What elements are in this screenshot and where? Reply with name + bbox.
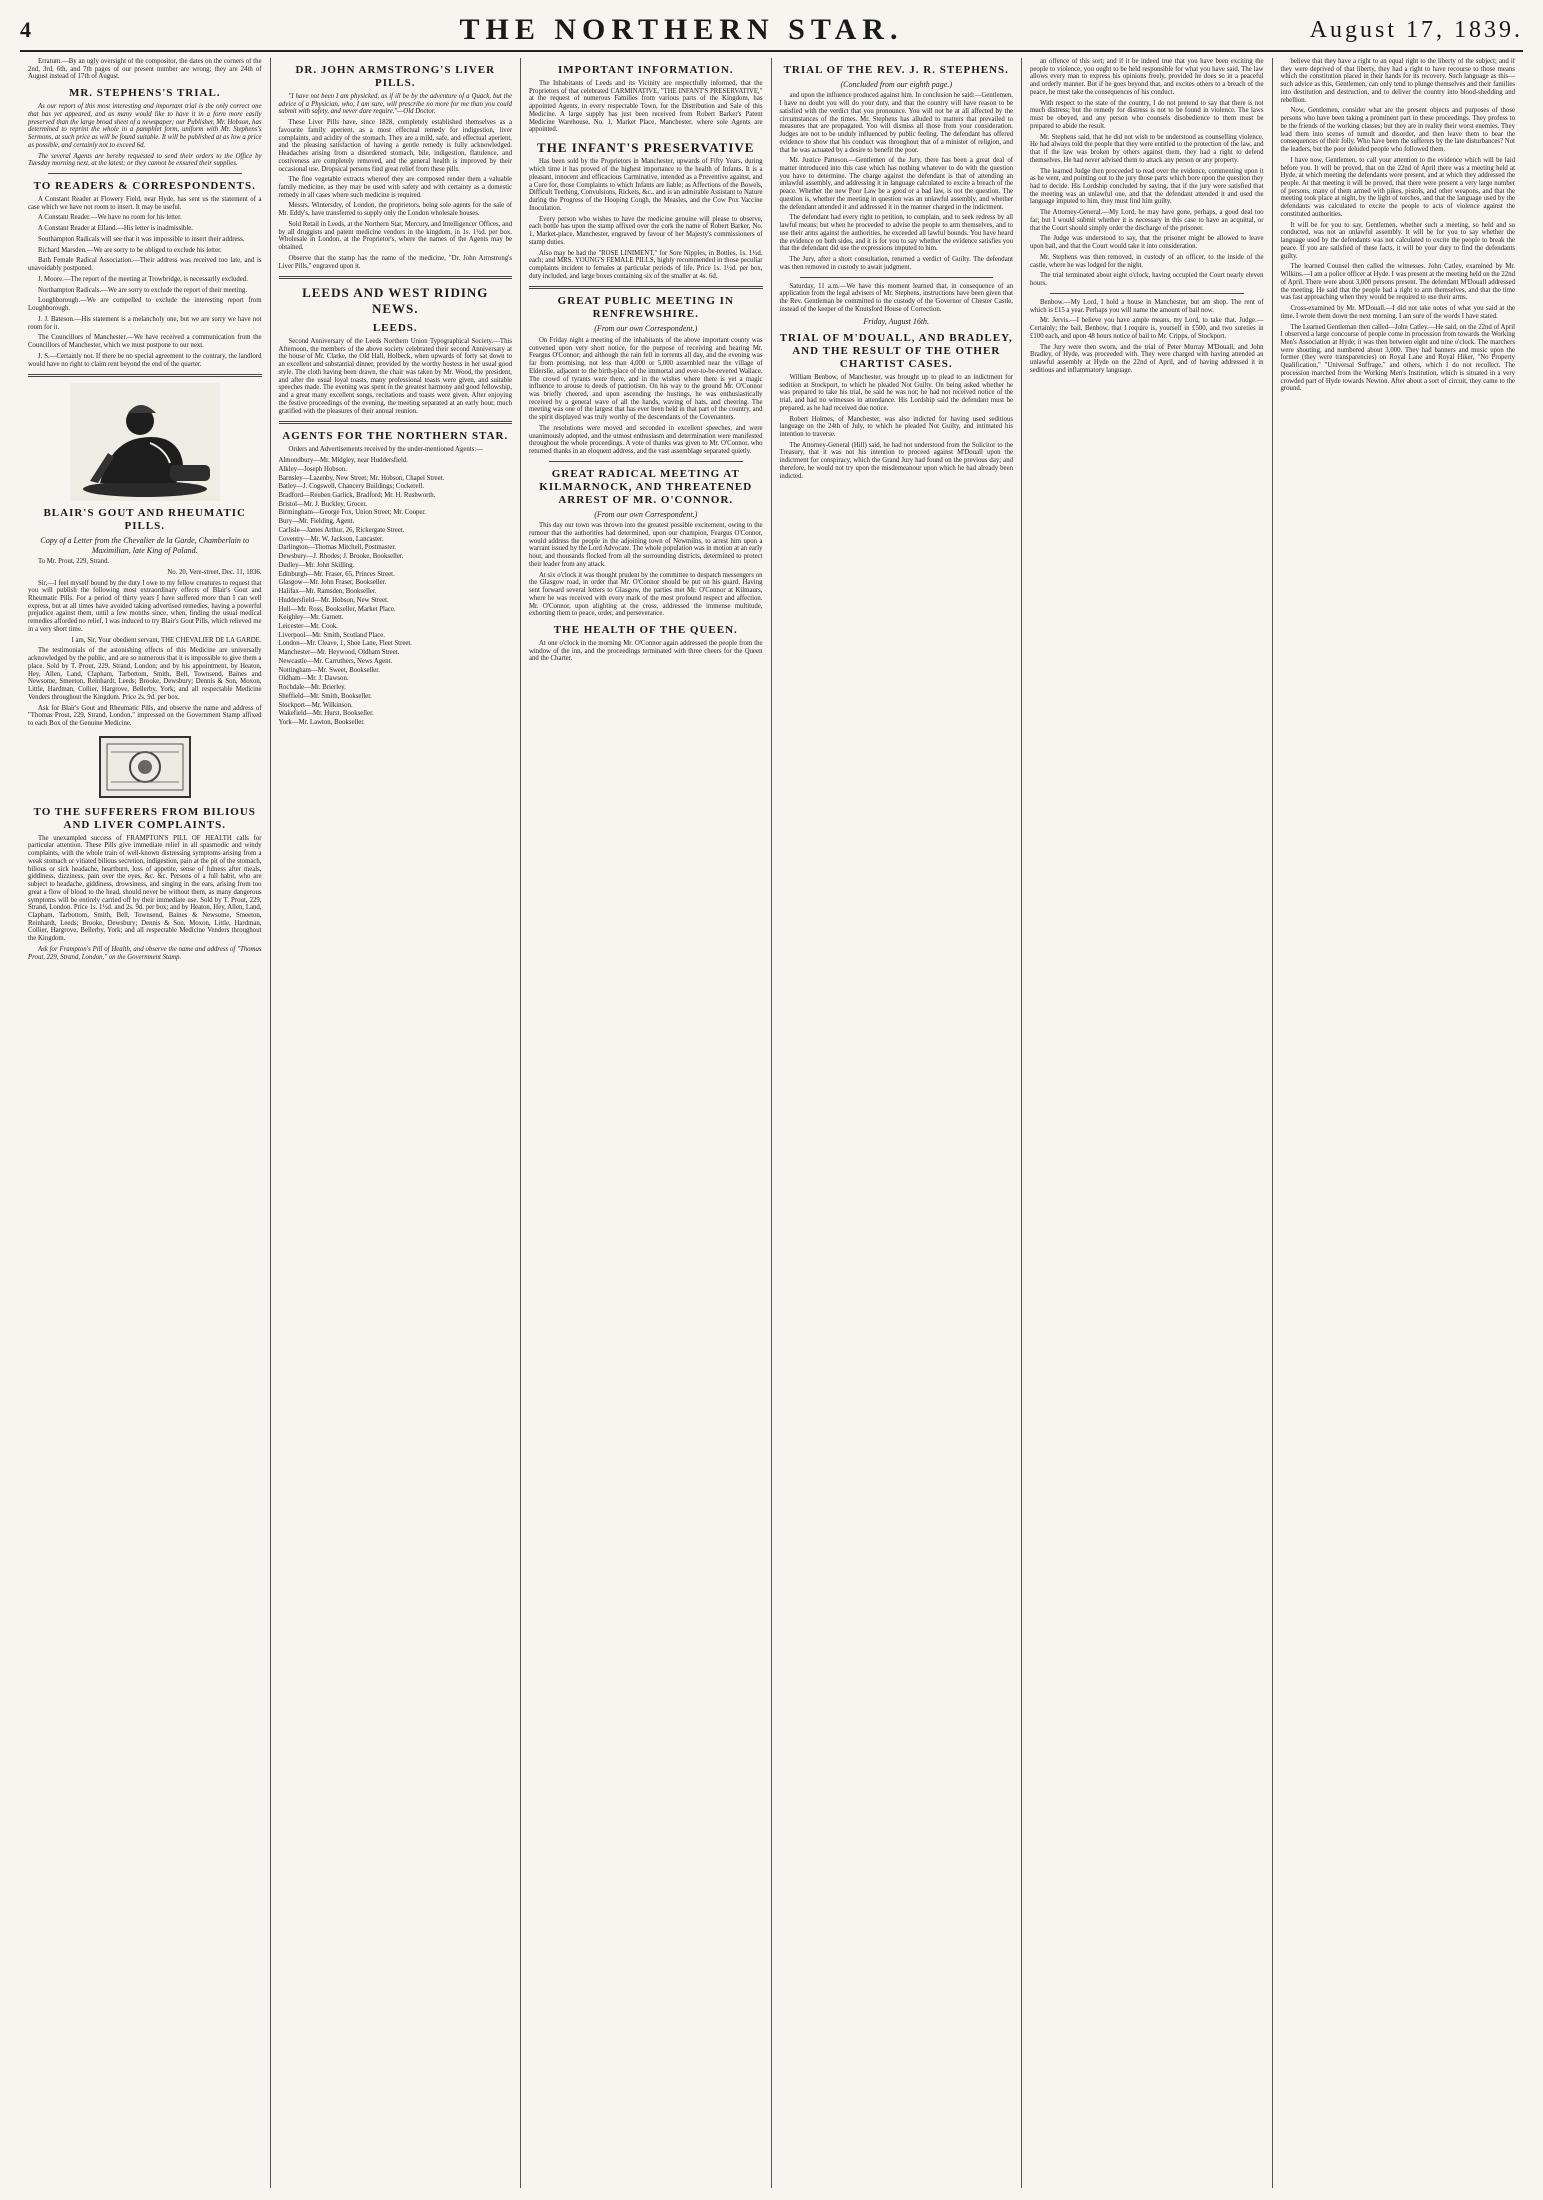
armstrong-text-3: Messrs. Wintersdry, of London, the proprietors, being sole agents for the sale of Mr. Eddy's, have transferred to supply only the London wholesale houses. — [278, 202, 512, 218]
list-item: Dewsbury—J. Rhodes; J. Brooke, Bookseller. — [278, 553, 404, 561]
list-item: Oldham—Mr. J. Dawson. — [278, 675, 349, 683]
blair-testimonials: The testimonials of the astonishing effects of this Medicine are universally acknowledged by the public, and are so numerous that it is impossible to give them a place. Sold by T. Prout, 229, Strand, London; and by his appointment, by Heaton, Hey, Allen, Land, Clapham, Tarbottom, Smith, Bell, Townsend, Baines and Newsome, Smeeton, Reinhardt, Leeds; Brooke, Dewsbury; Dennis & Son, Moxon, Little, Hardman, Collier, Hargrove, Bellerby, York; and all respectable Medicine Venders throughout the Kingdom. Price 2s. 9d. per box. — [28, 647, 262, 701]
divider — [279, 421, 513, 424]
list-item: Liverpool—Mr. Smith, Scotland Place. — [278, 631, 385, 639]
trial-judge: Mr. Justice Patteson.—Gentlemen of the Jury, there has been a great deal of matter introduced into this case which has nothing whatever to do with the question you have to determine. The charge against the defendant is that of attending an unlawful assembly, and addressing it in language calculated to excite a breach of the peace. Whether the new Poor Law be a good or a bad law, is not the question. The question is, whether the meeting in question was an unlawful assembly, and whether the defendant attended it and addressed it in the manner charged in the indictment. — [779, 157, 1013, 211]
infant-sold: Every person who wishes to have the medicine genuine will please to observe, each bottle has upon the stamp affixed over the cork the name of Robert Barker, No. 1, Market-place, Manchester, engraved by favour of her Majesty's commissioners of stamp duties. — [529, 215, 763, 246]
stephens-trial-heading: MR. STEPHENS'S TRIAL. — [68, 87, 221, 100]
list-item: Northampton Radicals.—We are sorry to exclude the report of their meeting. — [38, 286, 247, 294]
frampton-text: The unexampled success of FRAMPTON'S PILL OF HEALTH calls for particular attention. These Pills give immediate relief in all spasmodic and windy complaints, with the whole train of well-known distressing symptoms arising from a weak stomach or vitiated bilious secretion, indigestion, pain at the pit of the stomach, bilious or sick headache, heartburn, loss of appetite, sense of fulness after meals, giddiness, dizziness, pain over the eyes, &c. &c. Persons of a full habit, who are subject to headache, giddiness, drowsiness, and singing in the ears, arising from too great a flow of blood to the head, should never be without them, as many dangerous symptoms will be entirely carried off by their immediate use. Sold by T. Prout, 229, Strand, London. Price 1s. 1½d. and 2s. 9d. per box; and by Heaton, Hey, Allen, Land, Clapham, Tarbottom, Smith, Bell, Townsend, Baines & Newsome, Smeeton, Reinhardt, Leeds; Brooke, Dewsbury; Dennis & Son, Moxon, Little, Hardman, Collier, Hargrove, Bellerby, York; and all respectable Medicine Venders throughout the Kingdom. — [28, 834, 262, 943]
list-item: Bristol—Mr. J. Buckley, Grocer. — [278, 500, 367, 508]
armstrong-text: These Liver Pills have, since 1828, completely established themselves as a favourite family aperient, as a most effectual remedy for indigestion, liver complaints, and acidity of the stomach. They are a mild, safe, and effectual aperient, and the pleasing satisfaction of having a gentle remedy is fully acknowledged. Headaches arising from a disordered stomach, bile, indigestion, flatulence, and costiveness are completely removed, and the general health is improved by their occasional use. Dropsical persons find great relief from these pills. — [278, 119, 512, 173]
list-item: Newcastle—Mr. Carruthers, News Agent. — [278, 657, 393, 665]
list-item: Keighley—Mr. Garnett. — [278, 614, 344, 622]
saturday-notice: Saturday, 11 a.m.—We have this moment learned that, in consequence of an application from the legal advisers of Mr. Stephens, instructions have been given that the Rev. Gentleman be committed to the custody of the Governor of Chester Castle, instead of the keeper of the Knutsford House of Correction. — [779, 282, 1013, 313]
column-1 — [20, 58, 271, 2188]
leeds-news-heading: LEEDS AND WEST RIDING NEWS. — [302, 285, 489, 316]
columns — [20, 58, 1523, 2188]
column-6 — [1273, 58, 1524, 2188]
list-item: Manchester—Mr. Heywood, Oldham Street. — [278, 649, 400, 657]
list-item: York—Mr. Lawton, Bookseller. — [278, 719, 365, 727]
divider — [1050, 293, 1244, 294]
kilmarnock-heading: GREAT RADICAL MEETING AT KILMARNOCK, AND THREATENED ARREST OF MR. O'CONNOR. — [539, 467, 753, 506]
errata-notice: Erratum.—By an ugly oversight of the compositor, the dates on the corners of the 2nd, 3rd, 6th, and 7th pages of our present number are wrong; they are 24th of August instead of 17th of August. — [28, 58, 262, 81]
column-6-text-3: I have now, Gentlemen, to call your attention to the evidence which will be laid before you. It will be proved, that on the 22nd of April there was a meeting held at Hyde, at which meeting the defendants were present, and at which they addressed the people. At that meeting it will be proved, that there were present a very large number of persons, many of them armed with pikes, pistols, and other weapons, and that the meeting took place at night, by the light of torches, and that the language used by the defendants was calculated to excite the people to acts of violence against the constituted authorities. — [1280, 156, 1515, 218]
list-item: Barnsley—Lazenby, New Street; Mr. Hobson, Chapel Street. — [278, 474, 445, 482]
trial-text: and upon the influence produced against him. In conclusion he said:—Gentlemen, I have no doubt you will do your duty, and that the country will have reason to be satisfied with the verdict that you pronounce. You will not be at all affected by the circumstances of the times. Mr. Stephens has alluded to matters that prevailed to measures that are propagated. You will dismiss all those from your consideration. Judges are not to be unduly influenced by public feeling. The defendant has offered evidence to show that his conduct was throughout that of a minister of religion, and that he was actuated by a desire to benefit the poor. — [779, 92, 1013, 154]
friday-subtitle: Friday, August 16th. — [863, 316, 930, 326]
infant-also: Also may be had the "ROSE LINIMENT," for Sore Nipples, in Bottles, 1s. 1½d. each; and MRS. YOUNG'S FEMALE PILLS, highly recommended in those peculiar complaints incident to females at particular periods of life. Price 1s. 1½d. per box, duty included, and large boxes containing six of the smaller at 4s. 6d. — [529, 249, 763, 280]
blair-place: No. 20, Vere-street, Dec. 11, 1836. — [167, 568, 262, 576]
divider — [529, 286, 763, 289]
blair-signature: I am, Sir, Your obedient servant, THE CHEVALIER DE LA GARDE. — [71, 636, 262, 644]
kilmarnock-subtitle: (From our own Correspondent.) — [594, 509, 698, 519]
blair-letter: Sir,—I feel myself bound by the duty I owe to my fellow creatures to request that you will publish the following most extraordinary effects of Blair's Gout and Rheumatic Pills. For a period of thirty years I have suffered more than I can well express, but at all times have avoided taking advertised remedies, having a powerful prejudice against them, until a few months since, when, finding the usual medical remedies afforded no relief, I was induced to try Blair's Gout Pills, which relieved me in a very short time. — [28, 579, 262, 633]
armstrong-quote: "I have not been I am physicked, as if ill be by the adventure of a Quack, but the advice of a Physician, who, I am sure, will prescribe no more for me than you could submit with safety, and never dare require."—Old Doctor. — [278, 92, 512, 116]
list-item: Alkley—Joseph Hobson. — [278, 465, 347, 473]
list-item: Stockport—Mr. Wilkinson. — [278, 701, 353, 709]
continued-text-4: The learned Judge then proceeded to read over the evidence, commenting upon it as he went, and pointing out to the jury those parts which bore upon the question they had to decide. His Lordship concluded by saying, that if the jury were satisfied that the meeting was an unlawful one, and that the defendant attended it and used the language imputed to him, they must find him guilty. — [1030, 167, 1264, 206]
queen-text: At one o'clock in the morning Mr. O'Connor again addressed the people from the window of the inn, and the proceedings terminated with three cheers for the Queen and the Charter. — [529, 639, 763, 663]
column-6-text: believe that they have a right to an equal right to the liberty of the subject; and if they were deprived of that liberty, they had a right to have recourse to those means which the constitution placed in their hands for its recovery. Such language as this—such advice as this, Gentlemen, can only tend to plunge themselves and their families into destitution and destruction, and to deliver the country into blood-shedding and rebellion. — [1280, 58, 1515, 104]
list-item: J. J. Bateson.—His statement is a melancholy one, but we are sorry we have not room for it. — [28, 315, 262, 331]
trial-verdict: The Jury, after a short consultation, returned a verdict of Guilty. The defendant was then removed in custody to await judgment. — [779, 256, 1013, 271]
masthead — [20, 10, 1523, 52]
list-item: Loughborough.—We are compelled to exclude the interesting report from Loughborough. — [28, 297, 262, 313]
divider — [48, 173, 242, 174]
judge-text: The Judge was understood to say, that the prisoner might be allowed to leave upon bail, and that the Court would take it into consideration. — [1030, 235, 1264, 251]
list-item: Almondbury—Mr. Midgley, near Huddersfield. — [278, 457, 408, 465]
list-item: Coventry—Mr. W. Jackson, Lancaster. — [278, 535, 384, 543]
list-item: Birmingham—George Fox, Union Street; Mr. Cooper. — [278, 509, 427, 517]
close-text: The trial terminated about eight o'clock, having occupied the Court nearly eleven hours. — [1030, 272, 1264, 288]
government-stamp-icon — [97, 734, 193, 800]
divider — [549, 461, 743, 462]
trial-text-2: The defendant had every right to petition, to complain, and to seek redress by all lawful means; but when he proceeded to advise the people to arm themselves, and to use their arms against the authorities, he exceeded all lawful bounds. You have heard the evidence on both sides, and it is for you to say whether the evidence satisfies you that the defendant did use the expressions imputed to him. — [779, 214, 1013, 253]
agents-heading: AGENTS FOR THE NORTHERN STAR. — [282, 430, 509, 443]
armstrong-heading: DR. JOHN ARMSTRONG'S LIVER PILLS. — [295, 64, 496, 89]
list-item: The Councillors of Manchester.—We have received a communication from the Councillors of Manchester, which we must postpone to our next. — [28, 334, 262, 350]
frampton-heading: TO THE SUFFERERS FROM BILIOUS AND LIVER COMPLAINTS. — [33, 805, 256, 831]
list-item: Wakefield—Mr. Hurst, Bookseller. — [278, 710, 374, 718]
agents-list — [279, 457, 513, 727]
renfrew-text-2: The resolutions were moved and seconded in excellent speeches, and were unanimously adopted, and the utmost enthusiasm and determination were manifested throughout the whole proceedings. A vote of thanks was given to Mr. O'Connor, who returned thanks in an eloquent address, and the vast assemblage separated quietly. — [529, 424, 763, 456]
benbow-text-2: Mr. Jervis.—I believe you have ample means, my Lord, to take that. Judge.—Certainly; the bail, Benbow, that I require is, yourself in £500, and two sureties in £100 each, and upon 48 hours notice of bail to Mr. Cripps, of Stockport. — [1030, 317, 1264, 340]
list-item: Southampton Radicals will see that it was impossible to insert their address. — [38, 235, 245, 243]
kilmarnock-text-2: At six o'clock it was thought prudent by the committee to despatch messengers on the Glasgow road, in order that Mr. O'Connor should be put on his guard. Having sent forward several letters to Glasgow, the parties met Mr. O'Connor at Kilmaurs, where he was received with every mark of the most profound respect and affection. Mr. O'Connor, upon alighting at the cross, addressed the immense multitude, exhorting them to peace, order, and perseverance. — [529, 571, 763, 618]
column-6-text-5: The learned Counsel then called the witnesses. John Catley, examined by Mr. Wilkins.—I am a police officer at Hyde. I was present at the meeting held on the 22nd of April. There were about 3,000 persons present. The defendant M'Douall addressed the meeting. He said that the people had a right to arm themselves, and that the time was fast approaching when they would be required to use their arms. — [1280, 263, 1515, 302]
column-6-text-7: The Learned Gentleman then called—John Catley.—He said, on the 22nd of April I observed a large concourse of people come in procession from towards the Working Men's Association at Hyde; it was then between eight and nine o'clock. The marchers were shouting, and numbered about 3,000. They had banners and music upon the former (they were transparencies) on Royal Lane and Royal Hiker, "No Property Qualification," "Universal Suffrage," and others, which I do not recollect. The procession marched from the Working Men's Institution, which is situated in a very crowded part of Hyde towards Newton. After about a sort of circuit, they came to the ground. — [1280, 323, 1515, 393]
list-item: Sheffield—Mr. Smith, Bookseller. — [278, 692, 372, 700]
column-3 — [521, 58, 772, 2188]
blair-ask: Ask for Blair's Gout and Rheumatic Pills, and observe the name and address of "Thomas Prout, 229, Strand, London," impressed on the Government Stamp affixed to each Box of the Genuine Medicine. — [28, 704, 262, 727]
issue-date: August 17, 1839. — [1309, 16, 1523, 43]
list-item: Leicester—Mr. Cook. — [278, 622, 338, 630]
mcdouall-text-3: The Attorney-General (Hill) said, he had not understood from the Solicitor to the Treasury, that it was not his intention to proceed against M'Douall upon the indictment for conspiracy, which the Grand Jury had found on the previous day; and therefore, he would not try upon the misdemeanour upon which he had already been indicted. — [779, 441, 1013, 480]
list-item: A Constant Reader.—We have no room for his letter. — [38, 214, 182, 222]
list-item: Edinburgh—Mr. Fraser, 65, Princes Street. — [278, 570, 395, 578]
list-item: A Constant Reader at Flowery Field, near Hyde, has sent us the statement of a case which we have not room to insert. It may be useful. — [28, 196, 262, 211]
list-item: Glasgow—Mr. John Fraser, Bookseller. — [278, 579, 387, 587]
frampton-ask: Ask for Frampton's Pill of Health, and observe the name and address of "Thomas Prout, 229, Strand, London," on the Government Stamp. — [28, 945, 262, 961]
continued-text: an offence of this sort; and if it be indeed true that you have been exciting the people to violence, you ought to be held responsible for what you have said. The law allows every man to express his opinions freely, provided he does so in a peaceful and orderly manner. But if he goes beyond that, and excites others to a breach of the peace, he must take the consequences of his conduct. — [1030, 58, 1264, 96]
list-item: Bradford—Reuben Garlick, Bradford; Mr. H. Rushworth. — [278, 491, 436, 499]
infant-text: Has been sold by the Proprietors in Manchester, upwards of Fifty Years, during which time it has proved of the highest importance to the health of Infants. It is a pleasant, innocent and efficacious Carminative, intended as a Preventive against, and a Cure for, those Complaints to which Infants are liable; as Affections of the Bowels, Difficult Teething, Convulsions, Rickets, &c., and is an admirable Assistant to Nature during the Progress of the Hooping Cough, the Measles, and the Cow Pox Vaccine Inoculation. — [529, 158, 763, 212]
list-item: Rochdale—Mr. Brierley. — [278, 684, 346, 692]
list-item: Halifax—Mr. Ramsden, Bookseller. — [278, 588, 377, 596]
divider — [800, 277, 994, 278]
list-item: Darlington—Thomas Mitchell, Postmaster. — [278, 544, 396, 552]
attorney-text: The Attorney-General.—My Lord, he may have gone, perhaps, a good deal too far; but I would submit whether it is necessary in this case to have an acquittal, or that the Court should simply order the discharge of the prisoner. — [1030, 209, 1264, 232]
readers-list — [28, 196, 262, 368]
divider — [28, 374, 262, 377]
list-item: J. Moore.—The report of the meeting at Trowbridge, is necessarily excluded. — [38, 275, 248, 283]
list-item: London—Mr. Cleave, 1, Shoe Lane, Fleet Street. — [278, 640, 412, 648]
info-heading: IMPORTANT INFORMATION. — [557, 64, 734, 76]
list-item: J. S.—Certainly not. If there be no special agreement to the contrary, the landlord would have no right to claim rent beyond the end of the quarter. — [28, 352, 262, 368]
renfrew-text: On Friday night a meeting of the inhabitants of the above important county was convened upon very short notice, for the purpose of receiving and hearing Mr. Feargus O'Connor; and although the rain fell in torrents all day, and the evening was far from promising, not less than 4,000 or 5,000 assembled near the village of Elderslie, adjacent to the birth-place of the immortal and ever-to-be-revered Wallace. The crowd of tyrants were there, and in the wishes where there is yet a magic influence to arouse to deeds of patriotism. On his way to the ground Mr. O'Connor was briefly cheered, and upon ascending the hustings, he was enthusiastically received by a general wave of all the hands, waving of hats, and cheering. The meeting was one of the largest that has ever been held in that part of the country, and the spirit displayed was truly worthy of the descendants of the Covenanters. — [529, 336, 763, 422]
renfrew-subtitle: (From our own Correspondent.) — [594, 324, 698, 334]
list-item: Bury—Mr. Fielding, Agent. — [278, 518, 355, 526]
blair-address: To Mr. Prout, 229, Strand. — [38, 558, 110, 566]
infant-heading: THE INFANT'S PRESERVATIVE — [537, 140, 755, 156]
stamp-illustration — [28, 734, 262, 800]
column-6-text-4: It will be for you to say, Gentlemen, whether such a meeting, so held and so conducted, was not an unlawful assembly. It will be for you to say whether the language used by the defendants was not calculated to excite the people to break the peace. If you are satisfied of these facts, it will be your duty to find the defendants guilty. — [1280, 221, 1515, 260]
column-5 — [1022, 58, 1273, 2188]
mcdouall-text: William Benbow, of Manchester, was brought up to plead to an indictment for sedition at Stockport, to which he pleaded Not Guilty. On being asked whether he was prepared to take his trial, he said he was not; he had not received notice of the trial, and had no witnesses in attendance. His Lordship said the defendant must be prepared, as he had received due notice. — [779, 373, 1013, 412]
list-item: Hull—Mr. Ross, Bookseller, Market Place. — [278, 605, 396, 613]
renfrew-heading: GREAT PUBLIC MEETING IN RENFREWSHIRE. — [557, 295, 734, 321]
info-text: The Inhabitants of Leeds and its Vicinity are respectfully informed, that the Proprietors of that celebrated CARMINATIVE, "THE INFANT'S PRESERVATIVE," at the request of numerous Families from various parts of the Kingdom, has appointed Agents, in every respectable Town, for the Distribution and Sale of this Medicine. A large supply has just been received from Robert Barker's Patent Medicine Warehouse, No. 1, Market Place, Manchester, where sole Agents are appointed. — [529, 79, 763, 134]
leeds-text: Second Anniversary of the Leeds Northern Union Typographical Society.—This Afternoon, the members of the above society celebrated their second Anniversary at the house of Mr. Clarke, the Old Hall, Holbeck, when upwards of forty sat down to an excellent and substantial dinner, provided by the worthy hostess in her usual good style. The cloth having been drawn, the chair was taken by Mr. Wood, the president, and after the usual loyal toasts, many professional toasts were given, and suitable speeches made. The evening was spent in the greatest harmony and good fellowship, and a great many excellent songs, recitations and toasts were given. After enjoying the festive proceedings of the evening, the meeting separated at an early hour, much gratified with the pleasures of their annual reunion. — [278, 337, 512, 415]
armstrong-text-2: The fine vegetable extracts whereof they are composed render them a valuable family medicine, as they may be used with safety and with certainty as a domestic remedy in all cases where such medicine is required. — [278, 176, 512, 199]
continued-text-2: With respect to the state of the country, I do not pretend to say that there is not much distress; but the remedy for distress is not to be found in violence. The laws must be obeyed, and any person who counsels disobedience to them must be prepared to abide the result. — [1030, 99, 1264, 130]
list-item: Dudley—Mr. John Skilling. — [278, 561, 355, 569]
jury-text: The Jury were then sworn, and the trial of Peter Murray M'Douall, and John Bradley, of Hyde, was proceeded with. They were charged with having attended an unlawful assembly at Hyde on the 22nd of April, and of having addressed it in seditious and inflammatory language. — [1030, 343, 1264, 374]
benbow-text: Benbow.—My Lord, I hold a house in Manchester, but am shop. The rent of which is £15 a year. Perhaps you will name the amount of bail now. — [1030, 298, 1264, 314]
continued-text-3: Mr. Stephens said, that he did not wish to be understood as counselling violence. He had always told the people that they were entitled to the protection of the law, and that if the law was broken by others against them, they had a right to defend themselves. He had never advised them to attack any person or any property. — [1030, 133, 1264, 164]
leeds-subheading: LEEDS. — [372, 322, 418, 335]
column-6-text-6: Cross-examined by Mr. M'Douall.—I did not take notes of what you said at the time. I wrote them down the next morning. I am sure of the words I have stated. — [1280, 305, 1515, 320]
blair-heading: BLAIR'S GOUT AND RHEUMATIC PILLS. — [43, 507, 247, 533]
column-6-text-2: Now, Gentlemen, consider what are the present objects and purposes of those persons who have been taking a prominent part in these proceedings. They profess to be the friends of the working classes; but they are in reality their worst enemies. They lead them into scenes of tumult and disorder, and then leave them to bear the consequences of their folly. Who have been the sufferers by the late disturbances? Not the leaders, but the poor deluded people who followed them. — [1280, 107, 1515, 154]
list-item: Huddersfield—Mr. Hobson, New Street. — [278, 596, 389, 604]
column-2 — [271, 58, 522, 2188]
divider — [279, 276, 513, 279]
list-item: Batley—J. Cogswell, Chancery Buildings; Cockerell. — [278, 483, 425, 491]
stephens-trial-notice: As our report of this most interesting and important trial is the only correct one that has yet appeared, and as many would like to have it in a form more easily preserved than the large broad sheet of a newspaper; our Publisher, Mr. Hobson, has determined to reprint the whole in a pamphlet form, uniform with Mr. Stephens's Sermons, at such price as will be found suitable. It will be published at as low a price as possible, and certainly not to exceed 6d. — [28, 103, 262, 149]
list-item: Carlisle—James Arthur, 26, Rickergate Street. — [278, 526, 405, 534]
readers-heading: TO READERS & CORRESPONDENTS. — [33, 180, 256, 193]
list-item: Bath Female Radical Association.—Their address was received too late, and is unavoidably postponed. — [28, 257, 262, 273]
newspaper-title: THE NORTHERN STAR. — [459, 13, 904, 46]
list-item: Richard Marsden.—We are sorry to be obliged to exclude his letter. — [38, 246, 222, 254]
mcdouall-text-2: Robert Holmes, of Manchester, was also indicted for having used seditious language on the 24th of July, to which he pleaded Not Guilty, and intimated his intention to traverse. — [779, 415, 1013, 438]
list-item: A Constant Reader at Elland.—His letter is inadmissible. — [38, 225, 193, 233]
queen-heading: THE HEALTH OF THE QUEEN. — [553, 624, 738, 636]
agents-notice: The several Agents are hereby requested to send their orders to the Office by Tuesday morning next, at the latest; or they cannot be ensured their supplies. — [28, 152, 262, 168]
armstrong-sold: Sold Retail in Leeds, at the Northern Star, Mercury, and Intelligencer Offices, and by all druggists and patent medicine vendors in the kingdom, in 1s. 1½d. per box. Wholesale in London, at the Proprietor's, where the names of the Agents may be obtained. — [278, 220, 512, 252]
kilmarnock-text: This day our town was thrown into the greatest possible excitement, owing to the rumour that the authorities had determined, upon our champion, Feargus O'Connor, would address the people in the adjoining town of Newmilns, to arrest him upon a warrant issued by the Lord Advocate. The whole population was in motion at an early hour, and thousands flocked from all the surrounding districts, determined to protect their leader from any attack. — [529, 522, 763, 568]
page-number: 4 — [20, 17, 32, 42]
trial-heading: TRIAL OF THE REV. J. R. STEPHENS. — [783, 64, 1009, 76]
gout-illustration — [28, 383, 262, 501]
trial-subtitle: (Concluded from our eighth page.) — [840, 79, 952, 89]
mcdouall-heading: TRIAL OF M'DOUALL, AND BRADLEY, AND THE RESULT OF THE OTHER CHARTIST CASES. — [779, 331, 1013, 370]
list-item: Nottingham—Mr. Sweet, Bookseller. — [278, 666, 380, 674]
judge-text-2: Mr. Stephens was then removed, in custody of an officer, to the inside of the castle, where he was lodged for the night. — [1030, 253, 1264, 269]
column-4 — [772, 58, 1023, 2188]
armstrong-note: Observe that the stamp has the name of the medicine, "Dr. John Armstrong's Liver Pills," engraved upon it. — [278, 254, 512, 270]
agents-intro: Orders and Advertisements received by the under-mentioned Agents:— — [288, 446, 483, 454]
gout-sufferer-illustration-icon — [70, 383, 220, 501]
blair-subtitle: Copy of a Letter from the Chevalier de la Garde, Chamberlain to Maximilian, late King of Poland. — [40, 536, 250, 555]
